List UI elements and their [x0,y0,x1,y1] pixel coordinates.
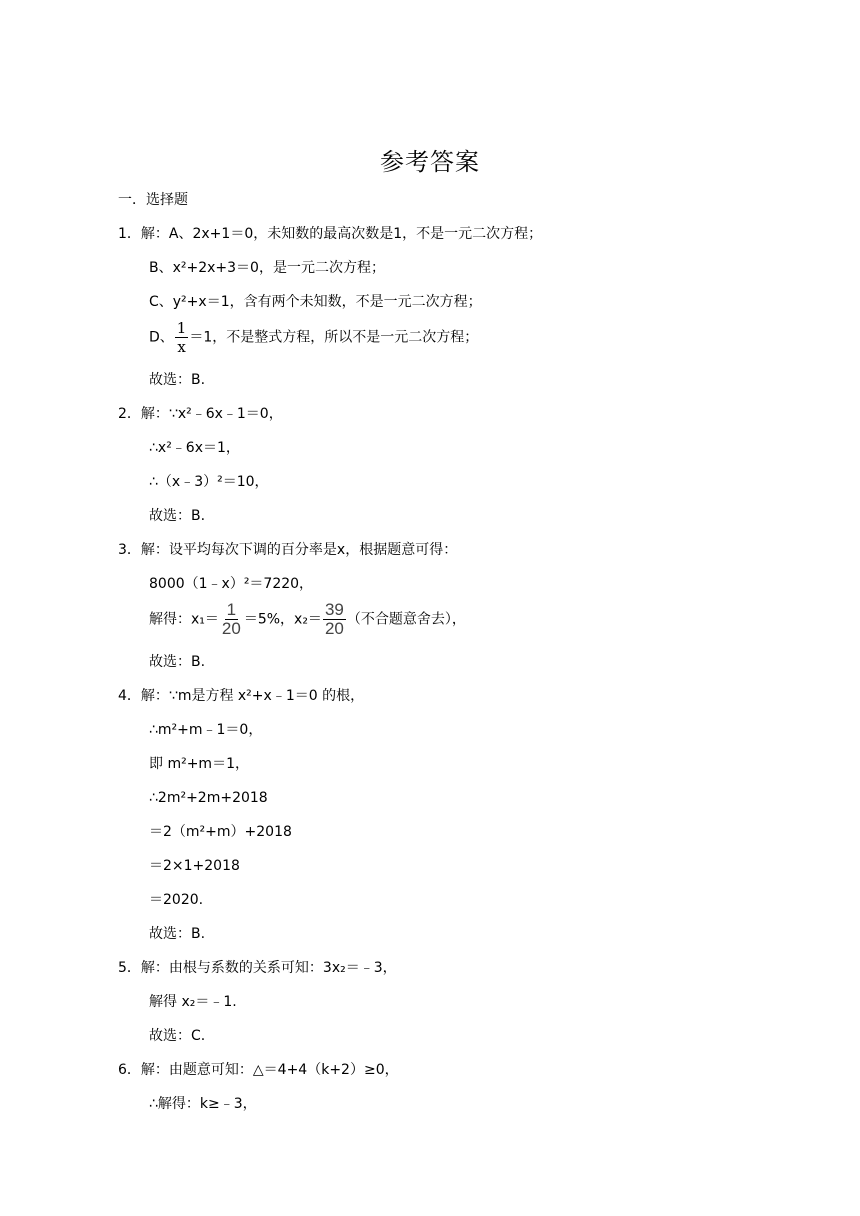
q4-line-7: ＝2020. [149,892,204,908]
q1-d-prefix: D、 [149,329,174,346]
q5-line-1: 5．解：由根与系数的关系可知：3x₂＝﹣3， [118,960,397,976]
q1-d-fraction [175,319,189,356]
q2-line-1: 2．解：∵x²﹣6x﹣1＝0， [118,406,283,422]
q1-line-b: B、x²+2x+3＝0，是一元二次方程； [149,260,385,276]
q3-line-2: 8000（1﹣x）²＝7220， [149,576,314,592]
q4-line-6: ＝2×1+2018 [149,858,240,874]
q2-line-2: ∴x²﹣6x＝1， [149,440,240,456]
q2-line-3: ∴（x﹣3）²＝10， [149,474,269,490]
q1-d-denominator: x [177,338,186,356]
q3-l3-mid: ＝5%，x₂＝ [243,611,322,628]
q3-f2-numerator: 39 [324,600,344,619]
q3-f1-denominator: 20 [221,619,241,638]
q3-l3-suffix: （不合题意舍去）， [346,611,466,628]
q1-answer: 故选：B. [149,372,206,388]
q3-fraction-1 [220,601,243,638]
section-heading: 一．选择题 [118,192,188,208]
page-title: 参考答案 [380,148,480,176]
q3-f2-denominator: 20 [324,619,344,638]
q6-line-1: 6．解：由题意可知：△＝4+4（k+2）≥0， [118,1062,399,1078]
q1-d-numerator: 1 [176,319,187,337]
q3-fraction-2 [323,601,346,638]
q3-line-1: 3．解：设平均每次下调的百分率是x，根据题意可得： [118,542,458,558]
q1-line-c: C、y²+x＝1，含有两个未知数，不是一元二次方程； [149,294,482,310]
q4-line-2: ∴m²+m﹣1＝0， [149,722,263,738]
q2-answer: 故选：B. [149,508,206,524]
q3-l3-prefix: 解得：x₁＝ [149,611,219,628]
q4-answer: 故选：B. [149,926,206,942]
q5-answer: 故选：C. [149,1028,206,1044]
q3-line-3 [149,601,466,638]
q3-f1-numerator: 1 [226,600,237,619]
q5-line-2: 解得 x₂＝﹣1. [149,994,237,1010]
q1-line-d [149,319,478,356]
q4-line-3: 即 m²+m＝1， [149,756,249,772]
q1-line-a: 1．解：A、2x+1＝0，未知数的最高次数是1，不是一元二次方程； [118,226,543,242]
q4-line-4: ∴2m²+2m+2018 [149,790,268,806]
q6-line-2: ∴解得：k≥﹣3， [149,1096,257,1112]
q4-line-5: ＝2（m²+m）+2018 [149,824,292,840]
q3-answer: 故选：B. [149,654,206,670]
q4-line-1: 4．解：∵m是方程 x²+x﹣1＝0 的根， [118,688,365,704]
q1-d-suffix: ＝1，不是整式方程，所以不是一元二次方程； [189,329,479,346]
